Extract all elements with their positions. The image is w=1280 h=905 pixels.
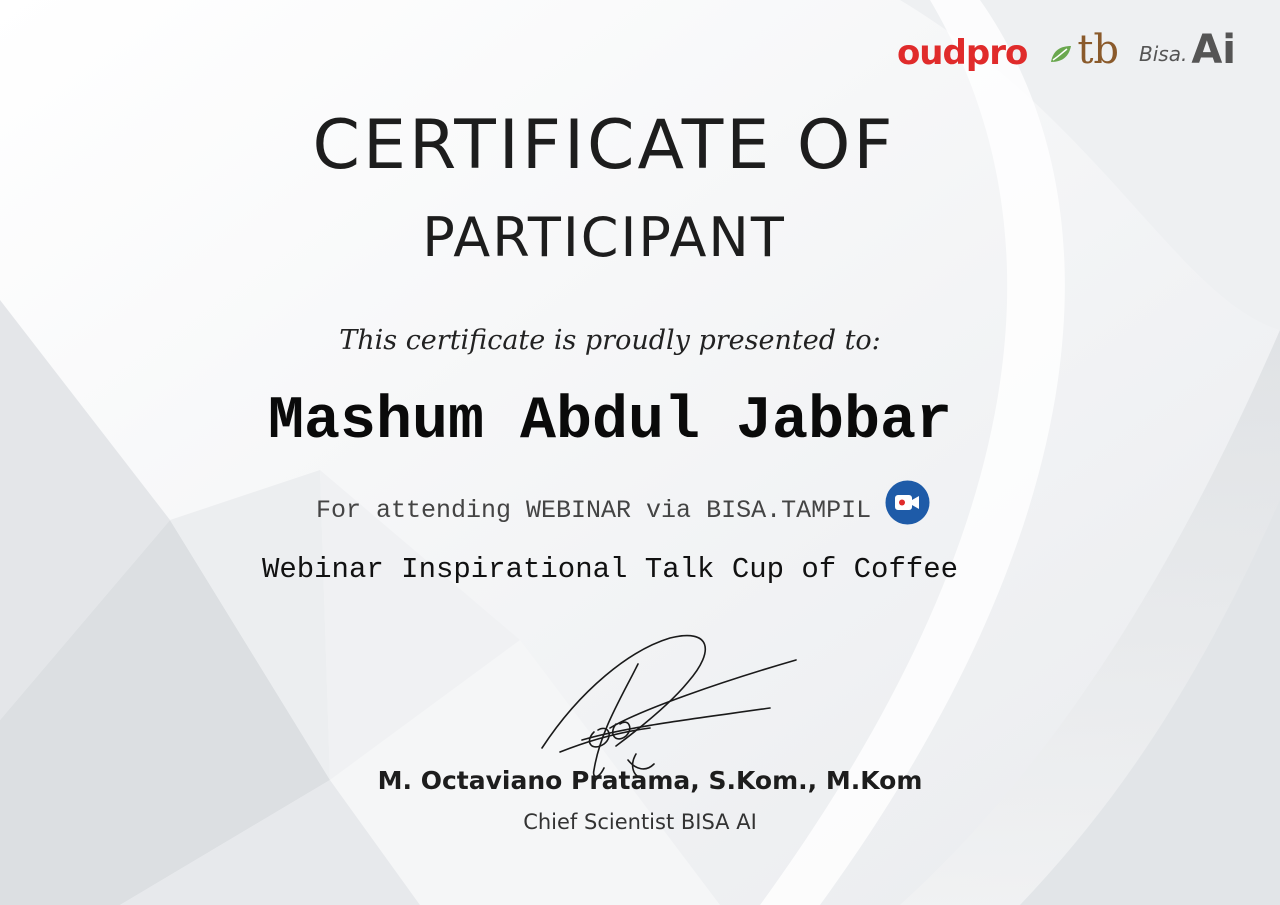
bisa-ai-logo xyxy=(1139,27,1236,73)
leaf-icon xyxy=(1047,40,1077,70)
attending-line xyxy=(316,480,930,525)
recipient-name: Mashum Abdul Jabbar xyxy=(267,388,953,456)
bisa-logo-text: Bisa. xyxy=(1139,42,1188,66)
tb-logo xyxy=(1047,18,1120,73)
partner-logos xyxy=(896,18,1236,73)
event-title: Webinar Inspirational Talk Cup of Coffee xyxy=(261,553,959,586)
certificate-title: CERTIFICATE OF xyxy=(312,106,896,185)
oudpro-logo: oudpro xyxy=(896,33,1028,73)
signature xyxy=(520,620,820,790)
presented-to-text: This certificate is proudly presented to: xyxy=(339,325,881,356)
signatory-role: Chief Scientist BISA AI xyxy=(523,810,757,834)
signatory-name: M. Octaviano Pratama, S.Kom., M.Kom xyxy=(377,766,923,795)
video-camera-icon xyxy=(885,480,930,525)
attending-text: For attending WEBINAR via BISA.TAMPIL xyxy=(316,496,872,525)
tb-logo-text: tb xyxy=(1077,27,1120,73)
certificate-subtitle: PARTICIPANT xyxy=(422,206,786,269)
ai-logo-text: Ai xyxy=(1191,27,1236,73)
